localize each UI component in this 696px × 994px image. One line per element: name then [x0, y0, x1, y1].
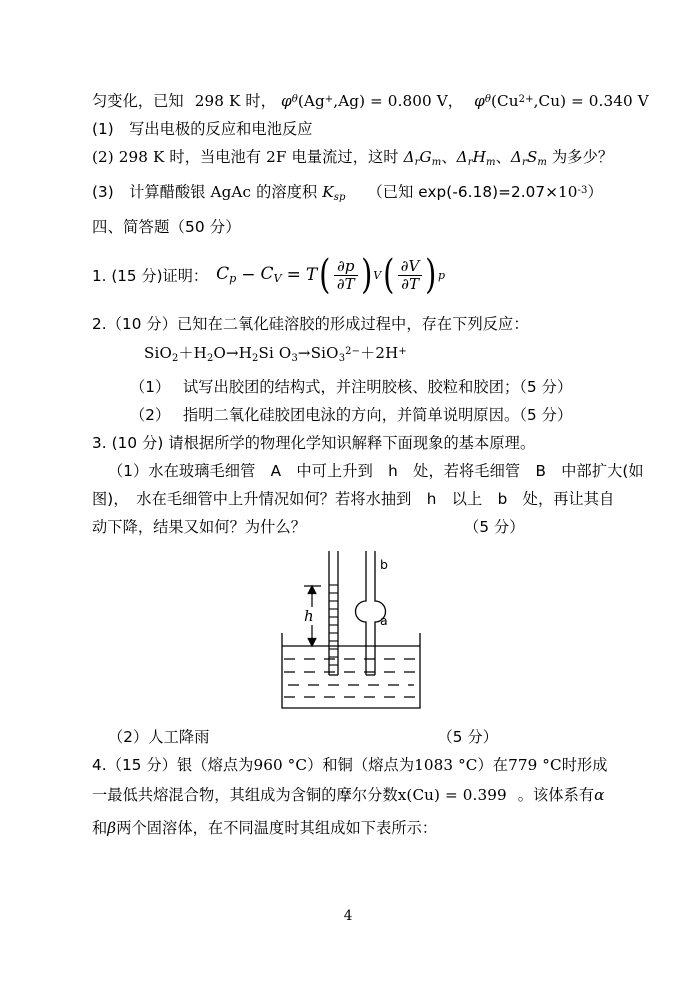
text-line-phi-values [92, 86, 649, 115]
eq-paren-close-1: ) [360, 251, 373, 298]
q2-part-d: 电量流过，这时 [291, 148, 399, 167]
alpha-symbol: α [594, 785, 605, 804]
phi-ag-rest: ,Ag) = 0.800 V， [333, 92, 464, 111]
item-3-sub1-line3: 动下降，结果又如何？为什么？ [92, 517, 307, 536]
item-1-equation [216, 251, 446, 298]
q2-part-b: 时，当电池有 [169, 148, 262, 167]
item-4-line-1 [92, 751, 612, 779]
phi-symbol-cu: $\varphi^\theta$ [474, 92, 491, 111]
phi-symbol-ag: $\varphi^\theta$ [280, 92, 298, 111]
eq-subscript-V: V [373, 268, 382, 282]
item-4-line-2 [92, 779, 612, 811]
item-4-l2-a: 一最低共熔混合物，其组成为含铜的摩尔分数 [92, 785, 398, 804]
item-4-ag-melting-point: 960 °C [253, 755, 308, 774]
page-number: 4 [343, 908, 353, 924]
rxn-arrow-1: → [225, 344, 239, 363]
item-3-sub1-line3-row [92, 513, 612, 541]
figure-label-h: h [304, 606, 314, 625]
q2-sep-1: 、 [441, 148, 457, 167]
cu-charge: 2+ [518, 94, 534, 105]
eq-subscript-p: p [438, 268, 446, 282]
line1-mid: 时， [245, 92, 276, 111]
line1-prefix: 匀变化，已知 [92, 92, 184, 111]
q3-times: × [545, 183, 559, 202]
rxn-sio3-ion: SiO$_3^{2-}$ [310, 344, 361, 364]
q2-part-a: (2) 298 K [92, 148, 165, 167]
item-3-label: 3. (10 分) 请根据所学的物理化学知识解释下面现象的基本原理。 [92, 433, 536, 452]
figure-label-b: b [380, 556, 388, 572]
q3-part-a: (3) 计算醋酸银 [92, 183, 206, 202]
eq-cv: $C_V$ [260, 264, 282, 286]
item-2-reaction [92, 338, 612, 373]
item-3-sub2-row [92, 723, 612, 751]
ksp-symbol: $K_{sp}$ [322, 183, 346, 203]
eq-T: T [305, 265, 318, 285]
item-1-label: 1. (15 分)证明： [92, 266, 209, 285]
item-3-sub1-score: （5 分） [464, 517, 525, 536]
delta-r-gm: $\Delta_rG_m$ [403, 148, 442, 168]
q2-sep-2: 、 [495, 148, 511, 167]
eq-frac-dp-dT: $\frac{\partial p}{\partial T}$ [333, 258, 359, 293]
rxn-sio2: SiO$_2$ [144, 344, 179, 364]
liquid-hatch-lines [284, 659, 418, 697]
q3-part-d: （已知 exp(-6.18)=2.07 [367, 183, 546, 202]
item-3-sub1-line1: （1）水在玻璃毛细管 A 中可上升到 h 处，若将毛细管 B 中部扩大(如 [108, 461, 644, 480]
eq-paren-close-2: ) [425, 251, 437, 298]
section-heading-4: 四、简答题（50 分） [92, 218, 241, 236]
delta-r-sm: $\Delta_rS_m$ [510, 148, 547, 168]
line1-temperature: 298 K [194, 92, 241, 111]
item-3-sub1-line2: 图)， 水在毛细管中上升情况如何？若将水抽到 h 以上 b 处，再让其自 [92, 489, 615, 508]
item-3-sub-2: （2）人工降雨 [108, 727, 210, 746]
item-4-e: ）在 [477, 755, 509, 774]
item-2-sub-2: （2） 指明二氧化硅胶团电泳的方向，并简单说明原因。（5 分） [130, 405, 573, 424]
item-4-cu-melting-point: 1083 °C [414, 755, 478, 774]
item-4-l3-b: 两个固溶体，在不同温度时其组成如下表所示： [116, 818, 438, 837]
delta-r-hm: $\Delta_rH_m$ [456, 148, 496, 168]
item-4-c: ）和铜（熔点为 [307, 755, 415, 774]
item-3-sub2-score: （5 分） [437, 727, 499, 746]
phi-cu-open: (Cu [490, 92, 519, 111]
q3-power-base: 10 [558, 183, 578, 202]
eq-minus: − [241, 265, 256, 285]
beta-symbol: β [107, 818, 117, 837]
eq-paren-open-1: ( [319, 251, 331, 298]
q3-part-c: 的溶度积 [256, 183, 318, 202]
figure-label-a: a [380, 612, 388, 628]
q2-part-e: 为多少？ [552, 148, 614, 167]
q3-power-exp: -3 [577, 185, 588, 196]
item-4-mole-fraction: x(Cu) = 0.399 [397, 785, 507, 804]
q2-charge: 2F [266, 148, 287, 167]
page-content [92, 86, 649, 845]
item-4-g: 时形成 [561, 755, 608, 774]
question-3 [92, 177, 612, 212]
tube-a-graduations [329, 585, 338, 665]
phi-cu-rest: ,Cu) = 0.340 V [533, 92, 649, 111]
q3-compound: AgAc [210, 183, 252, 202]
item-4-eutectic-temp: 779 °C [508, 755, 562, 774]
item-4-line-3 [92, 811, 612, 845]
rxn-plus-2: ＋ [360, 344, 376, 363]
rxn-h2sio3: $H_2Si$ $O_3$ [238, 344, 298, 364]
rxn-h2o: $H_2O$ [193, 344, 226, 364]
eq-paren-open-2: ( [383, 251, 395, 298]
item-1-row [92, 248, 612, 302]
ag-charge: + [324, 94, 334, 105]
item-4-a: 4.（15 分）银（熔点为 [92, 755, 254, 774]
q3-part-f: ） [587, 183, 603, 202]
question-2 [92, 143, 612, 177]
rxn-plus-1: ＋ [178, 344, 194, 363]
item-2-sub-1: （1） 试写出胶团的结构式，并注明胶核、胶粒和胶团；（5 分） [130, 377, 573, 396]
rxn-arrow-2: → [297, 344, 311, 363]
rxn-proton: 2H+ [375, 344, 407, 363]
question-1: (1) 写出电极的反应和电池反应 [92, 120, 313, 139]
item-2-label: 2.（10 分）已知在二氧化硅溶胶的形成过程中，存在下列反应： [92, 315, 529, 333]
phi-ag-open: (Ag [297, 92, 325, 111]
item-4-l3-a: 和 [92, 818, 108, 837]
figure-container [92, 545, 612, 723]
eq-frac-dV-dT: $\frac{\partial V}{\partial T}$ [397, 258, 424, 293]
eq-equals: = [286, 265, 301, 285]
capillary-tube-diagram [274, 545, 444, 717]
item-4-l2-c: 。该体系有 [517, 785, 595, 804]
capillary-tube-a [329, 551, 338, 675]
eq-cp: $C_p$ [216, 264, 237, 286]
